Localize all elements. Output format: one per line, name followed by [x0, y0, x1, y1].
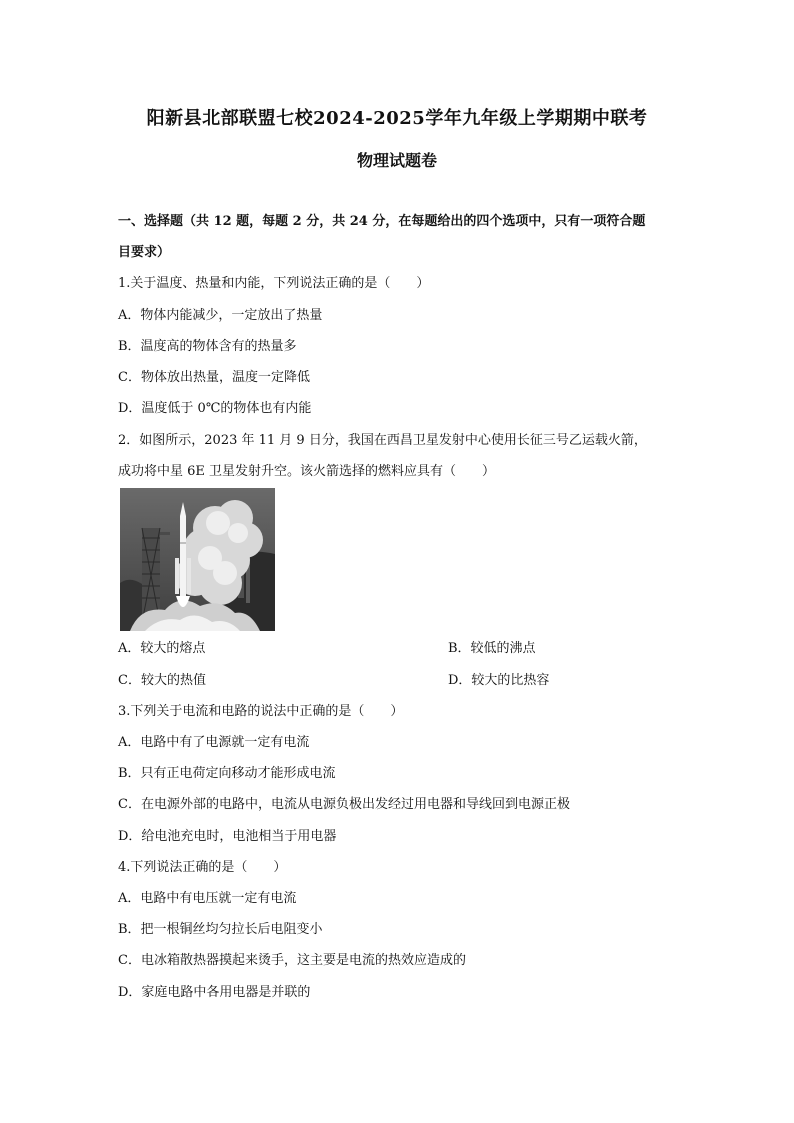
section-heading: 一、选择题（共 12 题，每题 2 分，共 24 分，在每题给出的四个选项中，只有一项符合题 [118, 214, 646, 229]
q3-stem: 3.下列关于电流和电路的说法中正确的是（ ） [118, 704, 404, 719]
q1-option-b: B．温度高的物体含有的热量多 [118, 339, 297, 354]
q4-option-b: B．把一根铜丝均匀拉长后电阻变小 [118, 922, 323, 937]
exam-subtitle: 物理试题卷 [356, 151, 437, 170]
q2-option-b: B．较低的沸点 [448, 641, 536, 656]
exam-title: 阳新县北部联盟七校2024-2025学年九年级上学期期中联考 [146, 108, 648, 129]
q1-option-c: C．物体放出热量，温度一定降低 [118, 370, 310, 385]
q1-option-a: A．物体内能减少，一定放出了热量 [118, 308, 323, 323]
q3-option-c: C．在电源外部的电路中，电流从电源负极出发经过用电器和导线回到电源正极 [118, 797, 570, 812]
q2-option-c: C．较大的热值 [118, 673, 206, 688]
section-heading-cont: 目要求） [118, 245, 171, 260]
q4-option-a: A．电路中有电压就一定有电流 [118, 891, 297, 906]
q4-stem: 4.下列说法正确的是（ ） [118, 860, 287, 875]
q3-option-d: D．给电池充电时，电池相当于用电器 [118, 829, 337, 844]
q4-option-d: D．家庭电路中各用电器是并联的 [118, 985, 311, 1000]
q2-option-d: D．较大的比热容 [448, 673, 550, 688]
q1-option-d: D．温度低于 0℃的物体也有内能 [118, 401, 312, 416]
q2-stem-line1: 2．如图所示，2023 年 11 月 9 日分，我国在西昌卫星发射中心使用长征三号乙运载火箭， [118, 433, 647, 448]
rocket-launch-photo [120, 488, 275, 631]
q2-option-a: A．较大的熔点 [118, 641, 206, 656]
q2-stem-line2: 成功将中星 6E 卫星发射升空。该火箭选择的燃料应具有（ ） [118, 464, 496, 479]
q3-option-b: B．只有正电荷定向移动才能形成电流 [118, 766, 336, 781]
q1-stem: 1.关于温度、热量和内能，下列说法正确的是（ ） [118, 276, 430, 291]
q4-option-c: C．电冰箱散热器摸起来烫手，这主要是电流的热效应造成的 [118, 953, 466, 968]
q3-option-a: A．电路中有了电源就一定有电流 [118, 735, 310, 750]
